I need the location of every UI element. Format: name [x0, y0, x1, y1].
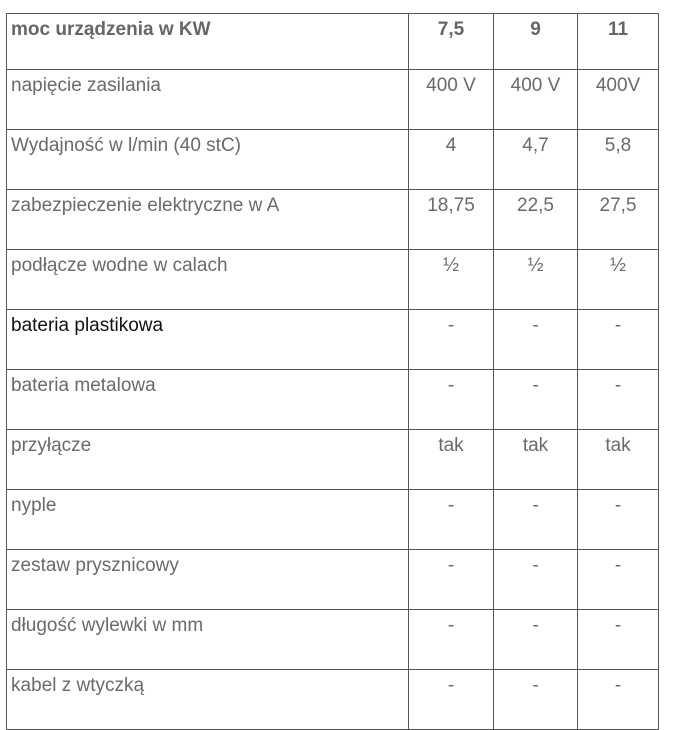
header-value-7-5kw: 7,5	[409, 14, 494, 70]
table-row	[7, 610, 659, 670]
row-value: ½	[494, 250, 578, 310]
row-value: 18,75	[409, 190, 494, 250]
row-label: bateria plastikowa	[7, 310, 409, 370]
row-label: nyple	[7, 490, 409, 550]
table-row	[7, 550, 659, 610]
row-value: -	[578, 610, 659, 670]
row-value: 4,7	[494, 130, 578, 190]
row-value: 5,8	[578, 130, 659, 190]
table-row	[7, 430, 659, 490]
table-row	[7, 310, 659, 370]
row-value: 400 V	[494, 70, 578, 130]
specification-table	[6, 13, 659, 730]
table-row	[7, 130, 659, 190]
row-label: długość wylewki w mm	[7, 610, 409, 670]
row-value: -	[494, 670, 578, 730]
row-label: kabel z wtyczką	[7, 670, 409, 730]
row-value: -	[494, 310, 578, 370]
row-value: -	[578, 550, 659, 610]
row-value: 400V	[578, 70, 659, 130]
row-value: tak	[578, 430, 659, 490]
row-label: podłącze wodne w calach	[7, 250, 409, 310]
row-value: 22,5	[494, 190, 578, 250]
row-value: -	[578, 310, 659, 370]
row-label: zabezpieczenie elektryczne w A	[7, 190, 409, 250]
row-value: ½	[409, 250, 494, 310]
row-value: -	[409, 610, 494, 670]
row-label: napięcie zasilania	[7, 70, 409, 130]
row-value: -	[494, 370, 578, 430]
row-value: -	[409, 370, 494, 430]
row-label: zestaw prysznicowy	[7, 550, 409, 610]
row-value: tak	[494, 430, 578, 490]
row-value: -	[578, 490, 659, 550]
row-value: 400 V	[409, 70, 494, 130]
table-row	[7, 190, 659, 250]
row-label: przyłącze	[7, 430, 409, 490]
row-value: ½	[578, 250, 659, 310]
row-value: -	[409, 670, 494, 730]
header-value-11kw: 11	[578, 14, 659, 70]
row-value: -	[409, 490, 494, 550]
row-label: Wydajność w l/min (40 stC)	[7, 130, 409, 190]
header-label: moc urządzenia w KW	[7, 14, 409, 70]
row-value: tak	[409, 430, 494, 490]
row-value: -	[578, 670, 659, 730]
table-header-row	[7, 14, 659, 70]
row-value: -	[409, 310, 494, 370]
table-row	[7, 670, 659, 730]
table-row	[7, 370, 659, 430]
table-row	[7, 490, 659, 550]
header-value-9kw: 9	[494, 14, 578, 70]
row-value: 27,5	[578, 190, 659, 250]
row-label: bateria metalowa	[7, 370, 409, 430]
row-value: 4	[409, 130, 494, 190]
row-value: -	[494, 550, 578, 610]
row-value: -	[578, 370, 659, 430]
table-row	[7, 70, 659, 130]
row-value: -	[494, 610, 578, 670]
row-value: -	[494, 490, 578, 550]
table-row	[7, 250, 659, 310]
row-value: -	[409, 550, 494, 610]
